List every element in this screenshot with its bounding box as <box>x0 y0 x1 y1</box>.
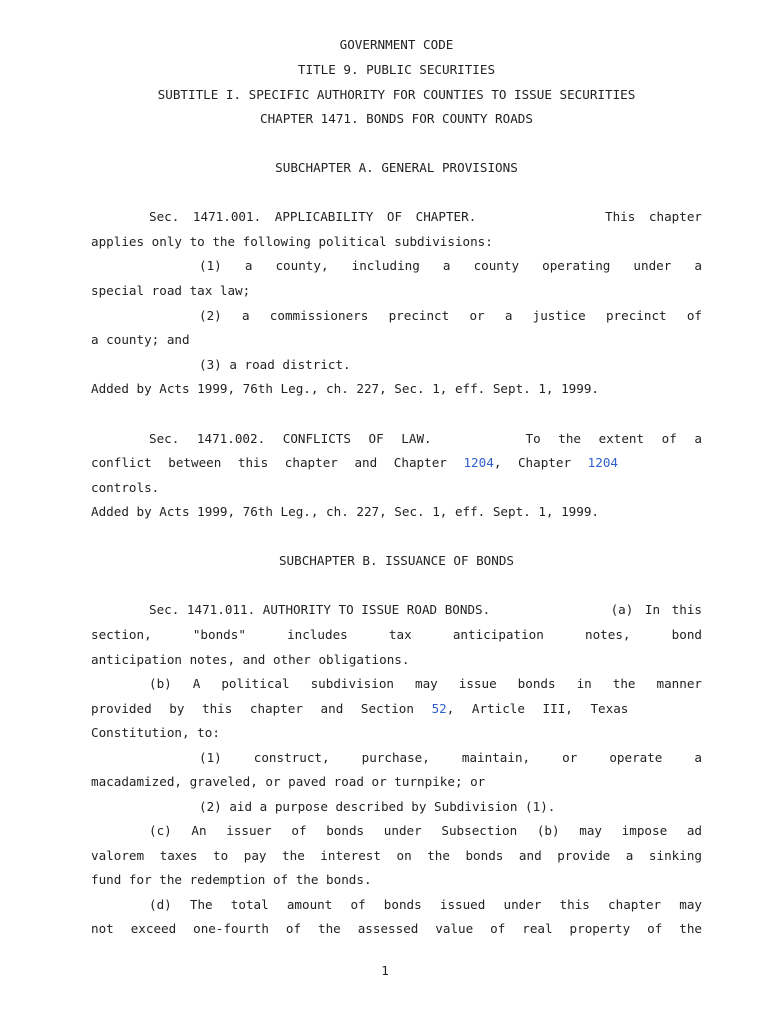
sec-011-c-line2: valorem taxes to pay the interest on the bonds and provide a sinking <box>91 848 702 863</box>
code-name: GOVERNMENT CODE <box>339 37 454 52</box>
sec-002-text-a: conflict between this chapter and Chapter <box>91 455 447 470</box>
sec-011-d-line2: not exceed one-fourth of the assessed value of real property of the <box>91 921 702 936</box>
sec-011-d-line1: (d) The total amount of bonds issued under this chapter may <box>149 897 702 912</box>
sec-011-b-line1: (b) A political subdivision may issue bonds in the manner <box>149 676 702 691</box>
sec-011-heading: Sec. 1471.011. AUTHORITY TO ISSUE ROAD BONDS. <box>149 602 491 617</box>
sec-001-item1-cont: special road tax law; <box>91 283 251 298</box>
sec-001-item2-cont: a county; and <box>91 332 190 347</box>
sec-011-b1-line2: macadamized, graveled, or paved road or turnpike; or <box>91 774 486 789</box>
sec-011-a-start: (a) In this <box>610 602 702 617</box>
chapter-heading: CHAPTER 1471. BONDS FOR COUNTY ROADS <box>260 111 533 126</box>
sec-002-heading: Sec. 1471.002. CONFLICTS OF LAW. <box>149 431 432 446</box>
sec-001-item1: (1) a county, including a county operating under a <box>199 258 702 273</box>
sec-011-b-text: provided by this chapter and Section <box>91 701 414 716</box>
sec-001-intro: This chapter <box>605 209 702 224</box>
title-heading: TITLE 9. PUBLIC SECURITIES <box>297 62 496 77</box>
sec-001-heading: Sec. 1471.001. APPLICABILITY OF CHAPTER. <box>149 209 477 224</box>
sec-011-b1-line1: (1) construct, purchase, maintain, or operate a <box>199 750 702 765</box>
sec-011-first-line <box>149 601 702 619</box>
sec-011-b2: (2) aid a purpose described by Subdivision (1). <box>199 799 556 814</box>
sec-001-item2: (2) a commissioners precinct or a justice precinct of <box>199 308 702 323</box>
sec-011-b-text-b: , Article III, Texas <box>446 701 629 716</box>
sec-002-first-line <box>149 430 702 448</box>
sec-002-history: Added by Acts 1999, 76th Leg., ch. 227, Sec. 1, eff. Sept. 1, 1999. <box>91 504 599 519</box>
sec-001-history: Added by Acts 1999, 76th Leg., ch. 227, Sec. 1, eff. Sept. 1, 1999. <box>91 381 599 396</box>
sec-011-c-line3: fund for the redemption of the bonds. <box>91 872 372 887</box>
sec-011-b-line2 <box>91 700 702 718</box>
subtitle-heading: SUBTITLE I. SPECIFIC AUTHORITY FOR COUNTIES TO ISSUE SECURITIES <box>157 87 636 102</box>
sec-011-c-line1: (c) An issuer of bonds under Subsection (b) may impose ad <box>149 823 702 838</box>
section-52-link[interactable]: 52 <box>431 701 447 716</box>
sec-002-text-b: , Chapter <box>493 455 572 470</box>
sec-011-a-line2: section, "bonds" includes tax anticipation notes, bond <box>91 627 702 642</box>
sec-002-text: To the extent of a <box>525 431 702 446</box>
sec-002-line3: controls. <box>91 480 160 495</box>
chapter-1204-link-2[interactable]: 1204 <box>587 455 618 470</box>
sec-011-b-text-a <box>91 700 628 718</box>
sec-001-intro-cont: applies only to the following political subdivisions: <box>91 234 493 249</box>
sec-002-line2 <box>91 454 702 472</box>
subchapter-a-heading: SUBCHAPTER A. GENERAL PROVISIONS <box>275 160 518 175</box>
sec-001-item3: (3) a road district. <box>199 357 351 372</box>
sec-001-first-line <box>149 208 702 226</box>
subchapter-b-heading: SUBCHAPTER B. ISSUANCE OF BONDS <box>278 553 515 568</box>
sec-011-b-line3: Constitution, to: <box>91 725 220 740</box>
sec-011-a-line3: anticipation notes, and other obligations. <box>91 652 410 667</box>
page-number: 1 <box>381 963 389 978</box>
chapter-1204-link-1[interactable]: 1204 <box>463 455 494 470</box>
